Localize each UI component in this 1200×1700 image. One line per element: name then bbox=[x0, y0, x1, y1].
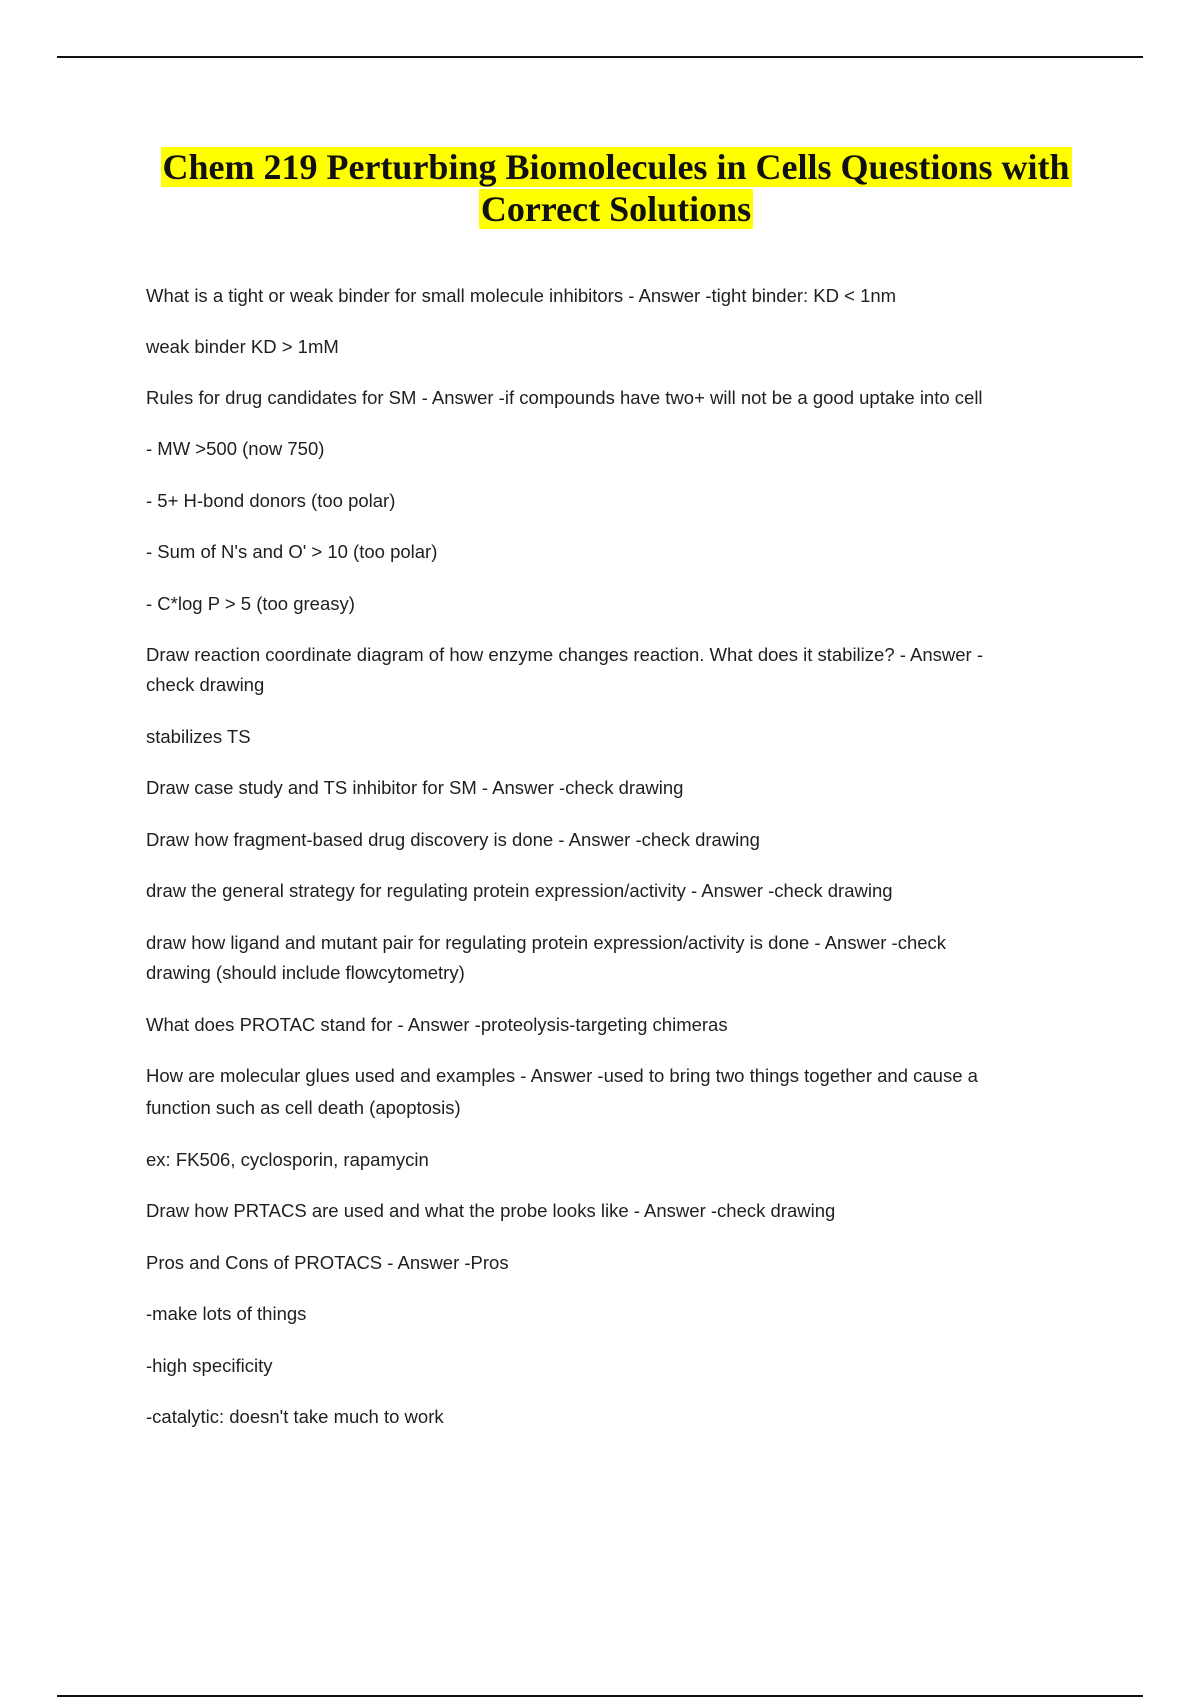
pro-make-lots: -make lots of things bbox=[146, 1303, 307, 1324]
document-title bbox=[90, 146, 1142, 230]
question-case-study-ts-inhibitor: Draw case study and TS inhibitor for SM - Answer -check drawing bbox=[146, 777, 684, 798]
question-drug-candidate-rules: Rules for drug candidates for SM - Answer -if compounds have two+ will not be a good uptake into cell bbox=[146, 387, 983, 408]
bottom-divider bbox=[57, 1695, 1143, 1697]
rule-clogp: - C*log P > 5 (too greasy) bbox=[146, 593, 355, 614]
rule-n-and-o-sum: - Sum of N's and O' > 10 (too polar) bbox=[146, 541, 438, 562]
question-reaction-coordinate-line-1: Draw reaction coordinate diagram of how enzyme changes reaction. What does it stabilize? - Answer - bbox=[146, 644, 984, 665]
molecular-glue-examples: ex: FK506, cyclosporin, rapamycin bbox=[146, 1149, 429, 1170]
question-tight-weak-binder: What is a tight or weak binder for small molecule inhibitors - Answer -tight binder: KD < 1nm bbox=[146, 285, 897, 306]
question-fragment-based-discovery: Draw how fragment-based drug discovery is done - Answer -check drawing bbox=[146, 829, 760, 850]
question-protac-acronym: What does PROTAC stand for - Answer -proteolysis-targeting chimeras bbox=[146, 1014, 728, 1035]
pro-high-specificity: -high specificity bbox=[146, 1355, 273, 1376]
question-ligand-mutant-pair-line-2: drawing (should include flowcytometry) bbox=[146, 962, 465, 983]
question-molecular-glues-line-1: How are molecular glues used and examples - Answer -used to bring two things together and cause a bbox=[146, 1065, 978, 1086]
question-protacs-pros-cons: Pros and Cons of PROTACS - Answer -Pros bbox=[146, 1252, 509, 1273]
pro-catalytic: -catalytic: doesn't take much to work bbox=[146, 1406, 444, 1427]
question-molecular-glues-line-2: function such as cell death (apoptosis) bbox=[146, 1097, 461, 1118]
answer-stabilizes-ts: stabilizes TS bbox=[146, 726, 251, 747]
title-line-1: Chem 219 Perturbing Biomolecules in Cells Questions with bbox=[162, 147, 1070, 187]
title-line-2: Correct Solutions bbox=[480, 189, 752, 229]
top-divider bbox=[57, 56, 1143, 58]
answer-weak-binder: weak binder KD > 1mM bbox=[146, 336, 339, 357]
question-ligand-mutant-pair-line-1: draw how ligand and mutant pair for regulating protein expression/activity is done - Answer -check bbox=[146, 932, 947, 953]
question-prtacs-usage: Draw how PRTACS are used and what the probe looks like - Answer -check drawing bbox=[146, 1200, 836, 1221]
question-general-strategy: draw the general strategy for regulating protein expression/activity - Answer -check drawing bbox=[146, 880, 893, 901]
rule-molecular-weight: - MW >500 (now 750) bbox=[146, 438, 325, 459]
rule-hbond-donors: - 5+ H-bond donors (too polar) bbox=[146, 490, 396, 511]
question-reaction-coordinate-line-2: check drawing bbox=[146, 674, 265, 695]
